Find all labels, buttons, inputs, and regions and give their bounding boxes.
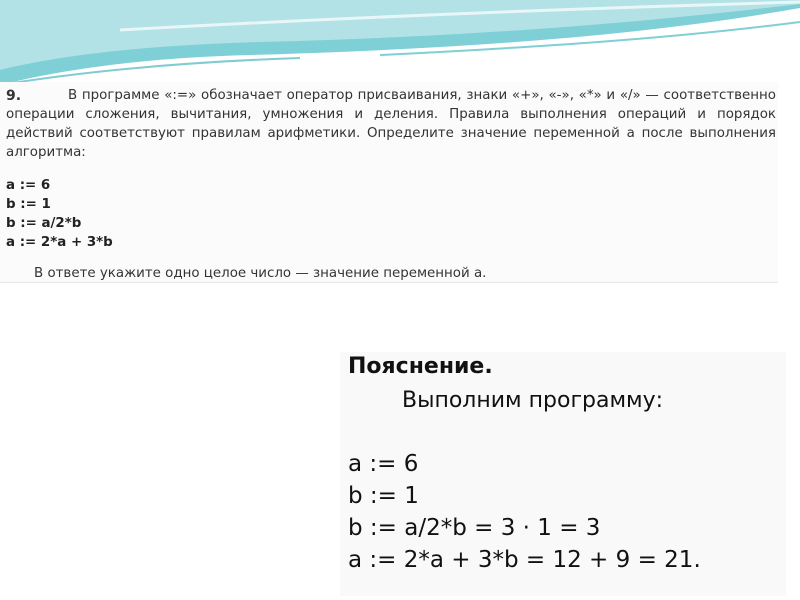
explanation-title: Пояснение. (348, 354, 493, 379)
explanation-line: b := a/2*b = 3 · 1 = 3 (348, 515, 601, 541)
answer-instruction: В ответе укажите одно целое число — значение переменной а. (34, 266, 487, 281)
explanation-steps (348, 448, 701, 576)
explanation-line: a := 6 (348, 451, 419, 477)
task-number: 9. (6, 88, 22, 104)
code-line: b := a/2*b (6, 216, 82, 231)
code-line: a := 2*a + 3*b (6, 235, 113, 250)
task-code (6, 176, 113, 252)
code-line: b := 1 (6, 197, 51, 212)
task-statement: В программе «:=» обозначает оператор присваивания, знаки «+», «-», «*» и «/» — соответственно операции сложения, вычитания, умножения и деления. Правила выполнения операций и порядок действий соответствуют правилам арифметики. Определите значение переменной а после выполнения алгоритма: (6, 88, 776, 160)
decorative-wave-banner (0, 0, 800, 90)
explanation-line: b := 1 (348, 483, 419, 509)
code-line: a := 6 (6, 178, 51, 193)
explanation-block (340, 352, 786, 596)
explanation-intro: Выполним программу: (402, 388, 664, 413)
explanation-line: a := 2*a + 3*b = 12 + 9 = 21. (348, 547, 701, 573)
task-block (0, 82, 778, 283)
